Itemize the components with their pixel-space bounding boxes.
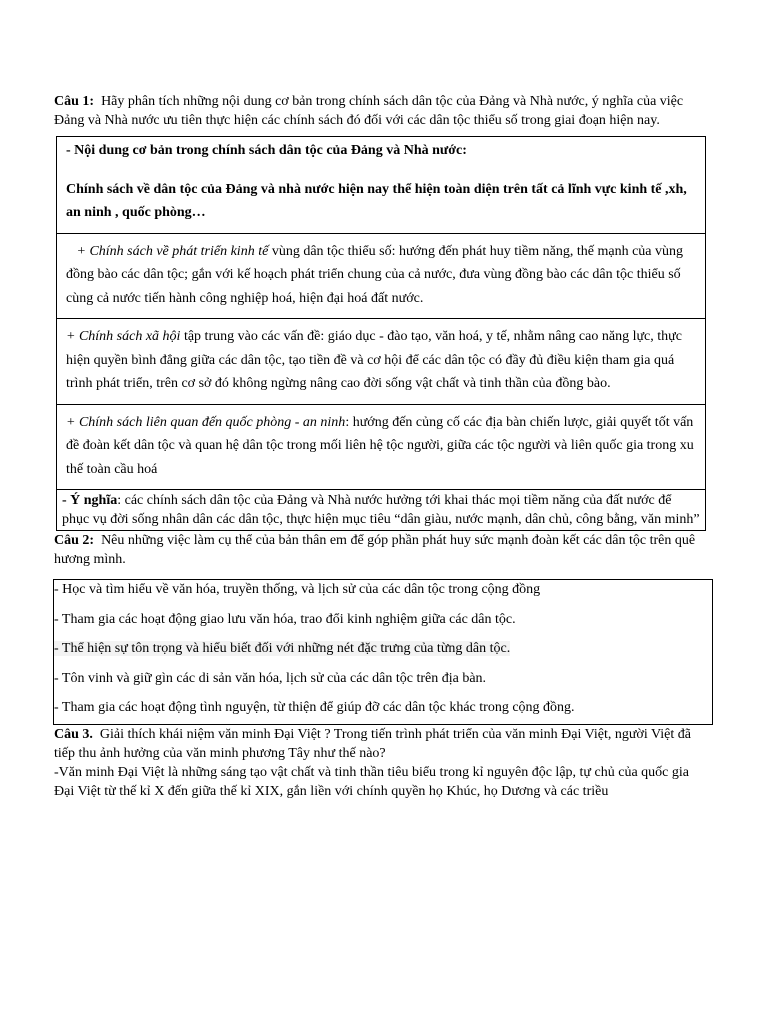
question-1-text: Hãy phân tích những nội dung cơ bản trong chính sách dân tộc của Đảng và Nhà nước, ý nghĩa của việc Đảng và Nhà nước ưu tiên thực hiện các chính sách đó đối với các dân tộc thiểu số trong giai đoạn hiện nay. <box>54 94 684 128</box>
economic-policy-cell <box>57 233 706 319</box>
answer-3-text: -Văn minh Đại Việt là những sáng tạo vật chất và tinh thần tiêu biểu trong kỉ nguyên độc lập, tự chủ của quốc gia Đại Việt từ thế kỉ X đến giữa thế kỉ XIX, gắn liền với chính quyền họ Khúc, họ Dương và các triều <box>54 765 689 799</box>
question-3-text: Giải thích khái niệm văn minh Đại Việt ? Trong tiến trình phát triển của văn minh Đại Việt, người Việt đã tiếp thu ảnh hưởng của văn minh phương Tây như thế nào? <box>54 727 691 761</box>
answer-2-cell <box>54 580 713 725</box>
social-policy-text: tập trung vào các vấn đề: giáo dục - đào tạo, văn hoá, y tế, nhằm nâng cao năng lực, thực hiện quyền bình đẳng giữa các dân tộc, tạo tiền đề và cơ hội để các dân tộc có đầy đủ điều kiện tham gia quá trình phát triển, trên cơ sở đó không ngừng nâng cao đời sống vật chất và tinh thần của đồng bào. <box>66 329 682 391</box>
meaning-cell <box>57 490 706 531</box>
question-3-label: Câu 3. <box>54 727 93 742</box>
question-3 <box>54 725 706 763</box>
document-page <box>54 92 706 801</box>
content-cell <box>57 137 706 234</box>
list-item <box>54 639 712 669</box>
economic-policy-text: vùng dân tộc thiểu số: hướng đến phát huy tiềm năng, thế mạnh của vùng đồng bào các dân tộc; gắn với kế hoạch phát triển chung của cả nước, đưa vùng đồng bào các dân tộc thiểu số cùng cả nước tiến hành công nghiệp hoá, hiện đại hoá đất nước. <box>66 243 684 306</box>
question-1 <box>54 92 706 130</box>
list-item: - Tham gia các hoạt động giao lưu văn hóa, trao đổi kinh nghiệm giữa các dân tộc. <box>54 611 516 627</box>
meaning-text: : các chính sách dân tộc của Đảng và Nhà nước hưởng tới khai thác mọi tiềm năng của đất nước để phục vụ đời sống nhân dân các dân tộc, thực hiện mục tiêu “dân giàu, nước mạnh, dân chủ, công bằng, văn minh” <box>62 493 700 527</box>
question-2 <box>54 531 706 569</box>
question-2-text: Nêu những việc làm cụ thể của bản thân em để góp phần phát huy sức mạnh đoàn kết các dân tộc trên quê hương mình. <box>54 533 696 567</box>
defense-policy-text: : hướng đến củng cố các địa bàn chiến lược, giải quyết tốt vấn đề đoàn kết dân tộc và quan hệ dân tộc trong mối liên hệ tộc người, giữa các tộc người và liên quốc gia trong xu thế toàn cầu hoá <box>66 414 694 477</box>
defense-policy-title: + Chính sách liên quan đến quốc phòng - an ninh <box>66 414 346 430</box>
list-item: - Học và tìm hiểu về văn hóa, truyền thống, và lịch sử của các dân tộc trong cộng đồng <box>54 582 541 597</box>
question-2-label: Câu 2: <box>54 533 95 548</box>
answer-2-table <box>53 579 713 725</box>
content-heading: - Nội dung cơ bản trong chính sách dân tộc của Đảng và Nhà nước: <box>66 143 467 158</box>
list-item: - Tôn vinh và giữ gìn các di sản văn hóa, lịch sử của các dân tộc trên địa bàn. <box>54 670 487 686</box>
answer-1-table <box>56 136 706 531</box>
defense-policy-cell <box>57 404 706 490</box>
content-summary: Chính sách về dân tộc của Đảng và nhà nước hiện nay thể hiện toàn diện trên tất cả lĩnh vực kinh tế ,xh, an ninh , quốc phòng… <box>66 181 687 220</box>
list-item-text: - Thể hiện sự tôn trọng và hiểu biết đối với những nét đặc trưng của từng dân tộc. <box>54 641 511 656</box>
question-1-label: Câu 1: <box>54 94 95 109</box>
list-item: - Tham gia các hoạt động tình nguyện, từ thiện để giúp đỡ các dân tộc khác trong cộng đồng. <box>54 700 575 715</box>
meaning-label: - Ý nghĩa <box>62 493 118 508</box>
economic-policy-title: + Chính sách về phát triển kinh tế <box>76 243 269 259</box>
social-policy-title: + Chính sách xã hội <box>66 329 181 344</box>
social-policy-cell <box>57 319 706 405</box>
